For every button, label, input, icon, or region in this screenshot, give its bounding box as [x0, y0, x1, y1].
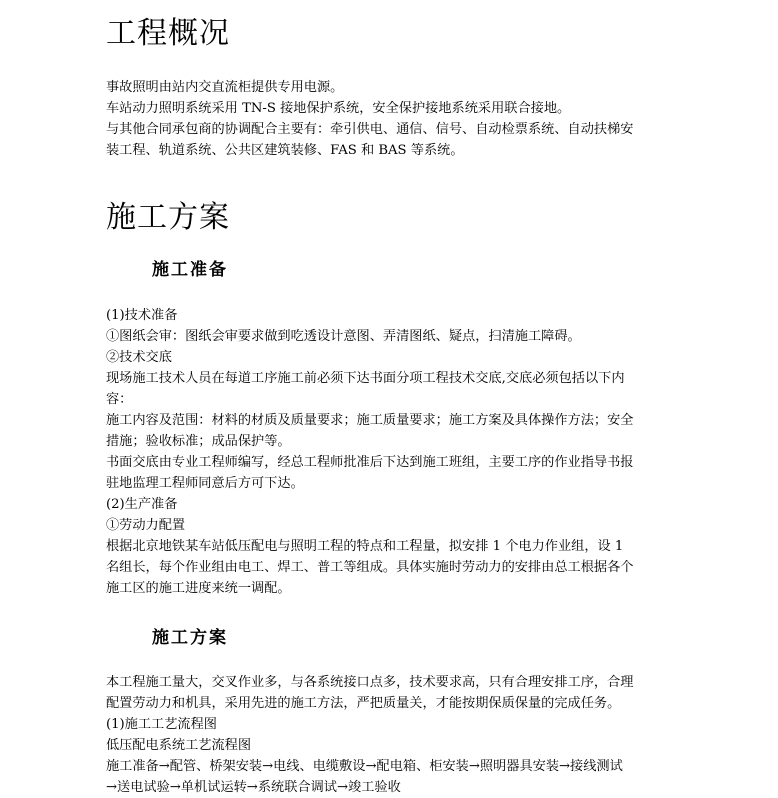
- heading-construction-plan: 施工方案: [106, 200, 230, 235]
- subheading-construction-preparation: 施工准备: [152, 260, 228, 280]
- method-line: 施工准备→配管、桥架安装→电线、电缆敷设→配电箱、柜安装→照明器具安装→接线测试: [106, 759, 623, 774]
- overview-line: 与其他合同承包商的协调配合主要有：牵引供电、通信、信号、自动检票系统、自动扶梯安: [106, 122, 634, 137]
- preparation-line: 名组长，每个作业组由电工、焊工、普工等组成。具体实施时劳动力的安排由总工根据各个: [106, 560, 634, 575]
- heading-project-overview: 工程概况: [106, 16, 230, 51]
- overview-line: 车站动力照明系统采用 TN-S 接地保护系统，安全保护接地系统采用联合接地。: [106, 101, 571, 116]
- subheading-construction-method: 施工方案: [152, 628, 228, 648]
- preparation-paragraph: [106, 305, 666, 599]
- method-line: →送电试验→单机试运转→系统联合调试→竣工验收: [106, 780, 401, 795]
- overview-line: 事故照明由站内交直流柜提供专用电源。: [106, 80, 344, 95]
- method-line: (1)施工工艺流程图: [106, 717, 217, 732]
- preparation-line: 容：: [106, 392, 133, 407]
- preparation-line: ②技术交底: [106, 350, 172, 365]
- preparation-line: 现场施工技术人员在每道工序施工前必须下达书面分项工程技术交底,交底必须包括以下内: [106, 371, 625, 386]
- overview-paragraph: [106, 77, 666, 161]
- preparation-line: 驻地监理工程师同意后方可下达。: [106, 476, 304, 491]
- method-line: 低压配电系统工艺流程图: [106, 738, 252, 753]
- method-line: 本工程施工量大，交叉作业多，与各系统接口点多，技术要求高，只有合理安排工序，合理: [106, 675, 634, 690]
- preparation-line: 根据北京地铁某车站低压配电与照明工程的特点和工程量，拟安排 1 个电力作业组，设 1: [106, 539, 624, 554]
- preparation-line: 施工内容及范围：材料的材质及质量要求；施工质量要求；施工方案及具体操作方法；安全: [106, 413, 634, 428]
- preparation-line: (2)生产准备: [106, 497, 178, 512]
- preparation-line: (1)技术准备: [106, 308, 178, 323]
- preparation-line: 施工区的施工进度来统一调配。: [106, 581, 291, 596]
- method-line: 配置劳动力和机具，采用先进的施工方法，严把质量关，才能按期保质保量的完成任务。: [106, 696, 621, 711]
- preparation-line: 书面交底由专业工程师编写，经总工程师批准后下达到施工班组，主要工序的作业指导书报: [106, 455, 634, 470]
- overview-line: 装工程、轨道系统、公共区建筑装修、FAS 和 BAS 等系统。: [106, 143, 464, 158]
- preparation-line: ①图纸会审：图纸会审要求做到吃透设计意图、弄清图纸、疑点，扫清施工障碍。: [106, 329, 581, 344]
- preparation-line: ①劳动力配置: [106, 518, 186, 533]
- method-paragraph: [106, 672, 666, 798]
- preparation-line: 措施；验收标准；成品保护等。: [106, 434, 291, 449]
